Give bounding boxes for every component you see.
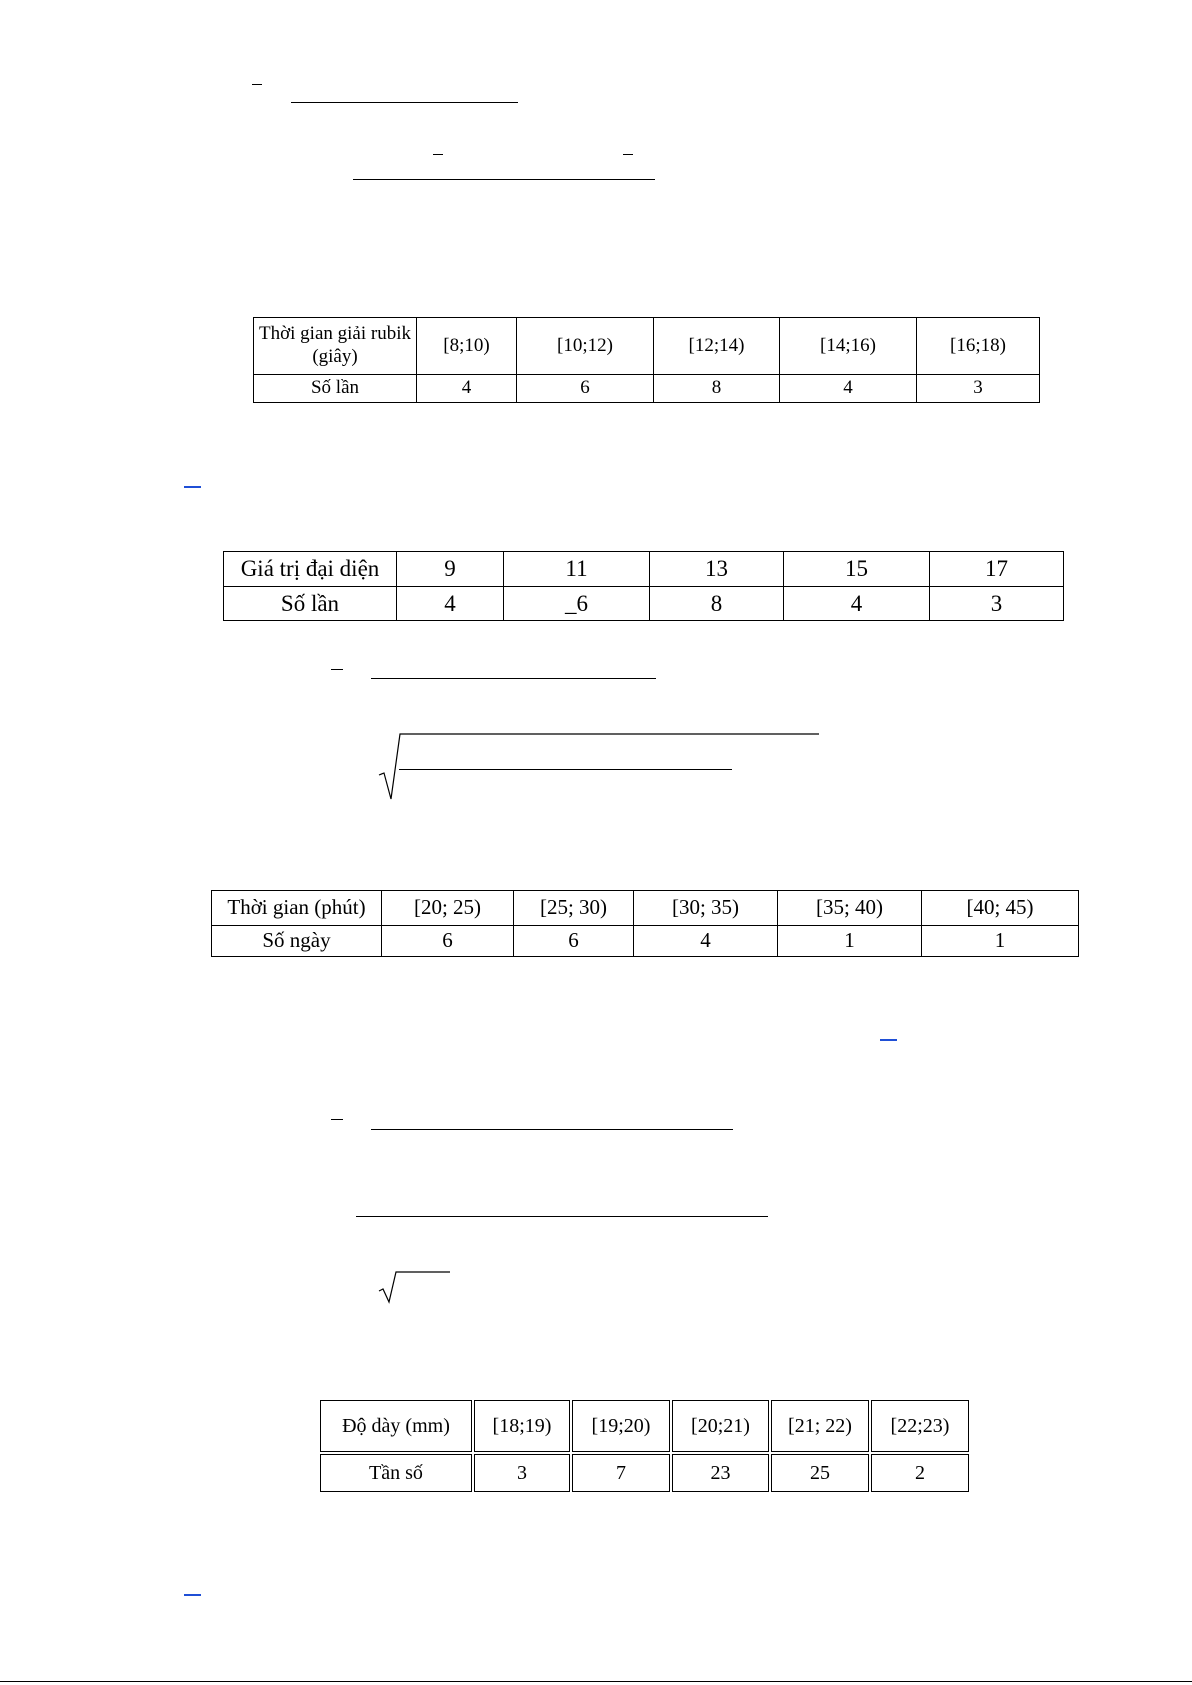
row-header: Độ dày (mm): [320, 1400, 472, 1452]
interval-cell: [40; 45): [922, 891, 1079, 926]
count-cell: 6: [514, 926, 634, 957]
fraction-line: [353, 179, 655, 180]
count-cell: 7: [572, 1454, 670, 1492]
value-cell: 9: [397, 552, 504, 587]
count-cell: 1: [922, 926, 1079, 957]
thickness-frequency-table: [318, 1398, 971, 1494]
count-cell: 23: [672, 1454, 769, 1492]
square-root-sign: [378, 1269, 453, 1305]
count-cell: 6: [517, 375, 654, 403]
fraction-line: [356, 1216, 768, 1217]
representative-value-table: [223, 551, 1064, 621]
count-cell: _6: [504, 587, 650, 621]
interval-cell: [10;12): [517, 318, 654, 375]
count-cell: 4: [784, 587, 930, 621]
mean-bar: [433, 154, 443, 155]
link-marker[interactable]: [184, 1594, 201, 1596]
count-cell: 8: [650, 587, 784, 621]
interval-cell: [25; 30): [514, 891, 634, 926]
interval-cell: [30; 35): [634, 891, 778, 926]
fraction-line: [291, 102, 518, 103]
square-root-sign: [378, 729, 823, 801]
interval-cell: [12;14): [654, 318, 780, 375]
count-cell: 4: [780, 375, 917, 403]
page-bottom-border: [0, 1681, 1192, 1682]
count-cell: 4: [634, 926, 778, 957]
row-header: Thời gian giải rubik (giây): [254, 318, 417, 375]
link-marker[interactable]: [880, 1039, 897, 1041]
count-cell: 3: [474, 1454, 570, 1492]
rubik-time-table: [253, 317, 1040, 403]
value-cell: 13: [650, 552, 784, 587]
count-cell: 4: [417, 375, 517, 403]
mean-bar: [252, 84, 262, 85]
count-cell: 6: [382, 926, 514, 957]
interval-cell: [22;23): [871, 1400, 969, 1452]
count-cell: 1: [778, 926, 922, 957]
interval-cell: [21; 22): [771, 1400, 869, 1452]
mean-bar: [331, 669, 343, 670]
interval-cell: [8;10): [417, 318, 517, 375]
link-marker[interactable]: [184, 486, 201, 488]
row-header: Thời gian (phút): [212, 891, 382, 926]
fraction-line: [399, 769, 732, 770]
row-header: Số lần: [254, 375, 417, 403]
interval-cell: [16;18): [917, 318, 1040, 375]
count-cell: 4: [397, 587, 504, 621]
row-header: Giá trị đại diện: [224, 552, 397, 587]
mean-bar: [623, 154, 633, 155]
interval-cell: [14;16): [780, 318, 917, 375]
interval-cell: [19;20): [572, 1400, 670, 1452]
value-cell: 15: [784, 552, 930, 587]
interval-cell: [20;21): [672, 1400, 769, 1452]
mean-bar: [331, 1119, 343, 1120]
value-cell: 17: [930, 552, 1064, 587]
row-header: Số ngày: [212, 926, 382, 957]
interval-cell: [20; 25): [382, 891, 514, 926]
fraction-line: [371, 1129, 733, 1130]
count-cell: 25: [771, 1454, 869, 1492]
interval-cell: [18;19): [474, 1400, 570, 1452]
count-cell: 3: [930, 587, 1064, 621]
time-per-day-table: [211, 890, 1079, 957]
row-header: Số lần: [224, 587, 397, 621]
interval-cell: [35; 40): [778, 891, 922, 926]
count-cell: 2: [871, 1454, 969, 1492]
row-header: Tần số: [320, 1454, 472, 1492]
value-cell: 11: [504, 552, 650, 587]
count-cell: 8: [654, 375, 780, 403]
count-cell: 3: [917, 375, 1040, 403]
fraction-line: [371, 678, 656, 679]
